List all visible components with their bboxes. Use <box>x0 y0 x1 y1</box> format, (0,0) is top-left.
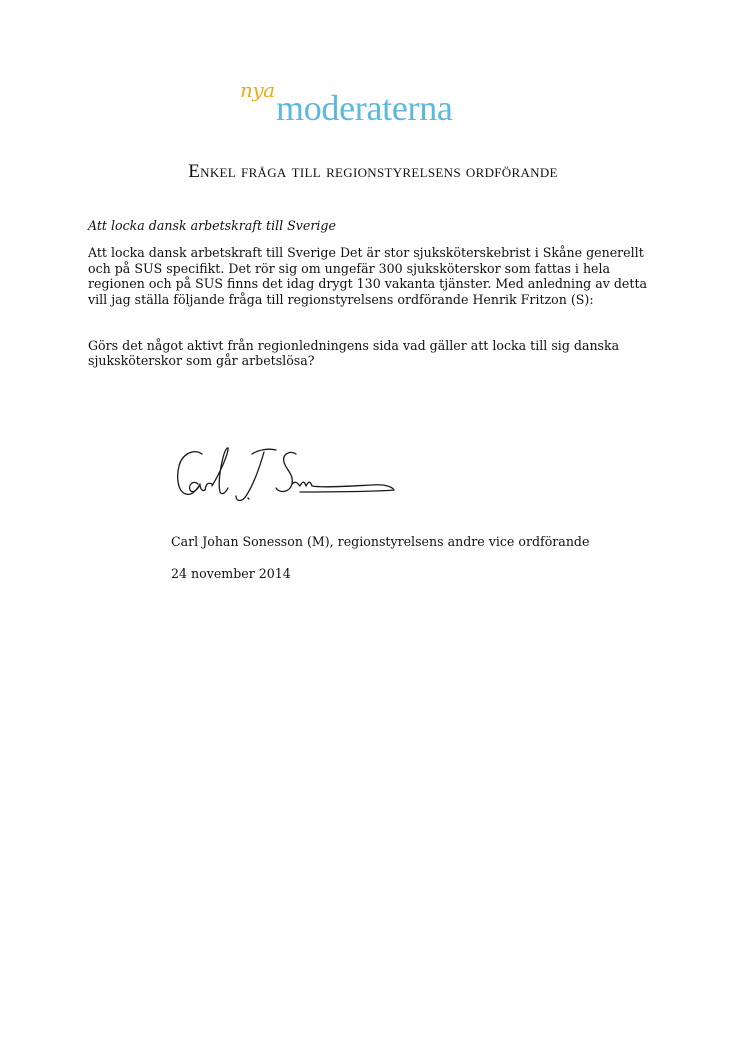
handwritten-signature <box>172 440 402 508</box>
question-subject: Att locka dansk arbetskraft till Sverige <box>88 218 336 233</box>
question-body: Att locka dansk arbetskraft till Sverige Det är stor sjuksköterskebrist i Skåne generellt och på SUS specifikt. Det rör sig om ungefär 300 sjuksköterskor som fattas i hela regionen och på SUS finns det idag drygt 130 vakanta tjänster. Med anledning av detta vill jag ställa följande fråga till regionstyrelsens ordförande Henrik Fritzon (S): <box>88 245 648 307</box>
signer-name: Carl Johan Sonesson (M), regionstyrelsens andre vice ordförande <box>171 534 590 549</box>
brand-logo-prefix: nya <box>240 78 275 102</box>
document-date: 24 november 2014 <box>171 566 291 581</box>
brand-logo-name: moderaterna <box>276 88 453 128</box>
document-title: Enkel fråga till regionstyrelsens ordförande <box>188 161 558 182</box>
question-text: Görs det något aktivt från regionledningens sida vad gäller att locka till sig danska sjuksköterskor som går arbetslösa? <box>88 338 620 369</box>
document-content <box>88 218 658 369</box>
brand-logo <box>238 80 518 130</box>
